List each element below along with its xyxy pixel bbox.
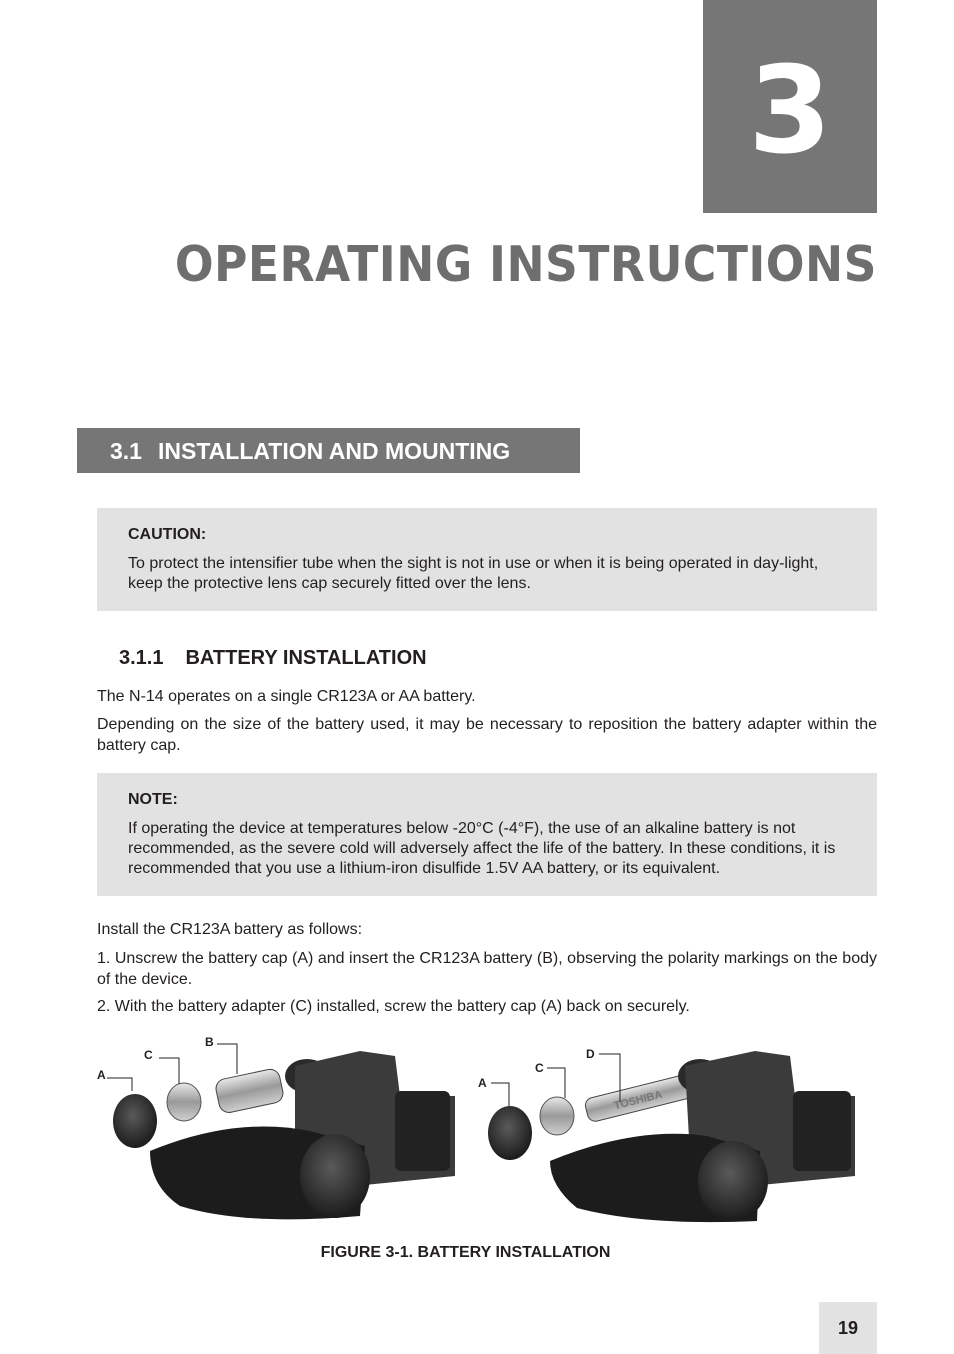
note-text: If operating the device at temperatures below -20°C (-4°F), the use of an alkaline battery is not recommended, as the severe cold will adversely affect the life of the battery. In these conditions, it is recommended that you use a lithium-iron disulfide 1.5V AA battery, or its equivalent. — [128, 820, 836, 877]
chapter-number-box — [703, 0, 877, 213]
battery-brand: TOSHIBA — [612, 1088, 664, 1113]
install-intro: Install the CR123A battery as follows: — [97, 921, 363, 938]
chapter-title: OPERATING INSTRUCTIONS — [174, 236, 877, 293]
label-b-left: B — [205, 1036, 214, 1049]
right-device-group — [478, 1047, 855, 1222]
figure-illustration — [95, 1036, 875, 1226]
battery-b-cr123a — [214, 1068, 285, 1115]
subsection-number: 3.1.1 — [119, 647, 164, 669]
left-device-group — [97, 1036, 455, 1219]
install-step-1: 1. Unscrew the battery cap (A) and insert the CR123A battery (B), observing the polarity markings on the body of the device. — [97, 950, 877, 988]
label-a-right: A — [478, 1076, 487, 1090]
label-c-left: C — [144, 1048, 153, 1062]
battery-installation-figure — [95, 1036, 875, 1226]
page-number: 19 — [837, 1317, 859, 1338]
battery-adapter-c-left — [167, 1083, 201, 1121]
label-a-left: A — [97, 1068, 106, 1082]
label-d-right: D — [586, 1047, 595, 1061]
note-heading: NOTE: — [128, 791, 178, 808]
eyepiece-left — [300, 1134, 370, 1218]
caution-text: To protect the intensifier tube when the sight is not in use or when it is being operated in day-light, keep the protective lens cap securely fitted over the lens. — [128, 555, 819, 592]
paragraph-battery-types: The N-14 operates on a single CR123A or AA battery. — [97, 688, 476, 705]
install-step-2: 2. With the battery adapter (C) installed, screw the battery cap (A) back on securely. — [97, 998, 690, 1015]
paragraph-adapter: Depending on the size of the battery used, it may be necessary to reposition the battery adapter within the battery cap. — [97, 716, 877, 754]
eyepiece-right — [698, 1141, 768, 1221]
page-number-box — [819, 1302, 877, 1354]
section-title: INSTALLATION AND MOUNTING — [157, 438, 511, 464]
battery-cap-a-right — [488, 1106, 532, 1160]
figure-caption: FIGURE 3-1. BATTERY INSTALLATION — [320, 1244, 611, 1261]
objective-lens-left — [395, 1091, 450, 1171]
note-box — [97, 773, 877, 896]
battery-cap-a-left — [113, 1094, 157, 1148]
battery-adapter-c-right — [540, 1097, 574, 1135]
section-heading — [77, 428, 580, 473]
subsection-title: BATTERY INSTALLATION — [185, 647, 427, 669]
subsection-heading — [119, 647, 427, 670]
section-number: 3.1 — [110, 438, 142, 464]
caution-box — [97, 508, 877, 611]
chapter-number: 3 — [748, 42, 832, 181]
caution-heading: CAUTION: — [128, 526, 207, 543]
label-c-right: C — [535, 1061, 544, 1075]
objective-lens-right — [793, 1091, 851, 1171]
